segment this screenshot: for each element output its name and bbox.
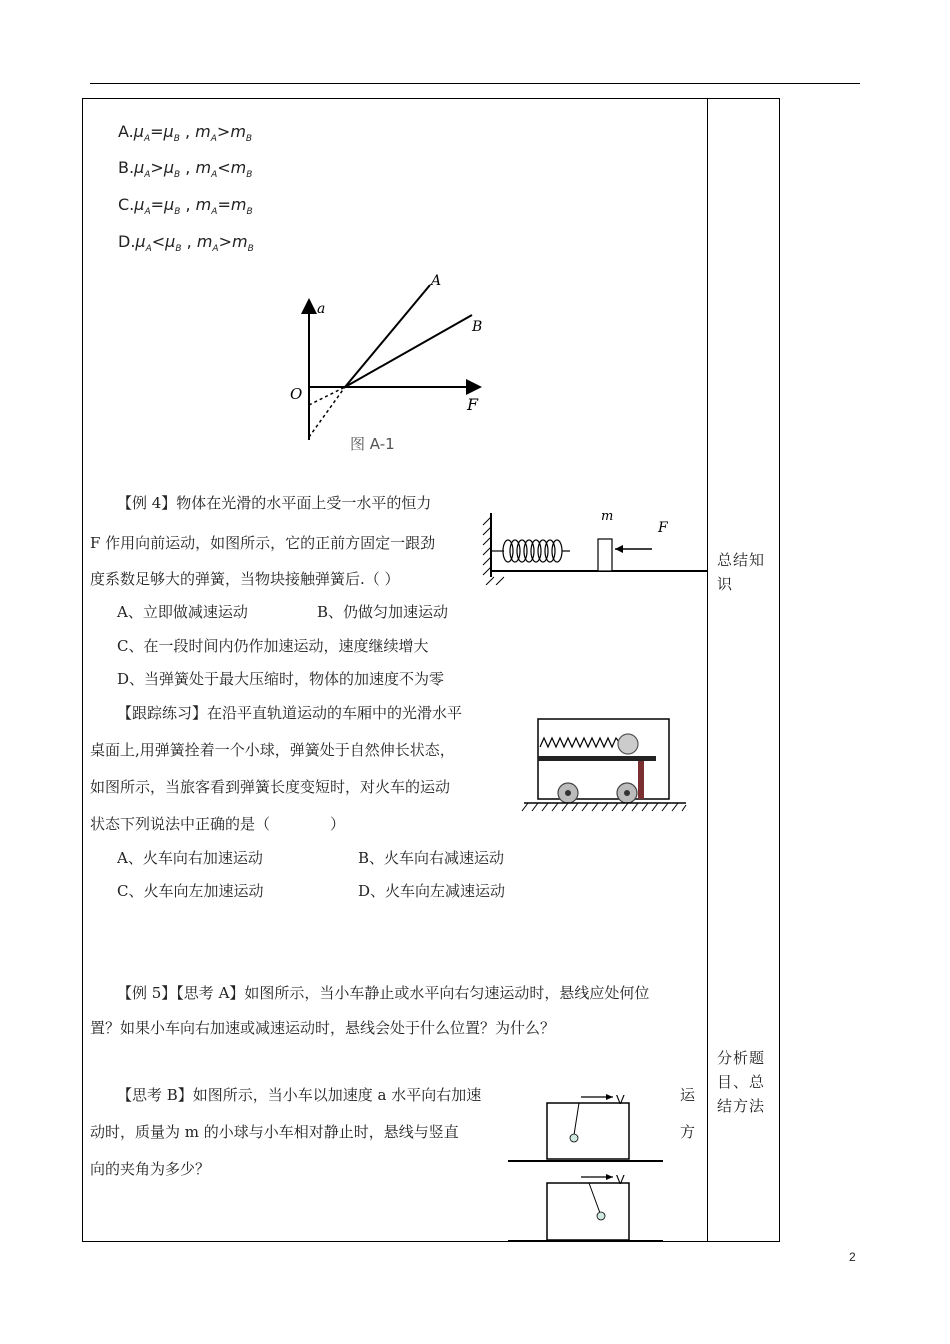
page-number: 2 [849,1250,856,1264]
cart-figure-2 [505,1165,665,1243]
example4-option-a: A、立即做减速运动 [117,603,248,621]
label-f: F [658,520,668,536]
cart-figure-1 [505,1085,665,1165]
axis-label-a: a [317,301,326,317]
practice-line3: 如图所示，当旅客看到弹簧长度变短时，对火车的运动 [90,778,451,796]
line-a [345,285,430,387]
practice-option-c: C、火车向左加速运动 [117,882,264,900]
example4-line3: 度系数足够大的弹簧，当物块接触弹簧后.（ ） [90,570,400,588]
practice-line2: 桌面上,用弹簧拴着一个小球，弹簧处于自然伸长状态， [90,741,455,759]
line-a-extension [309,387,345,437]
label-m: m [601,509,614,524]
cart-body-1 [547,1103,629,1159]
ball-1 [570,1134,578,1142]
side-char-2: 方 [680,1123,696,1141]
velocity-label-1: V [616,1092,625,1107]
think-b-line1: 【思考 B】如图所示，当小车以加速度 a 水平向右加速 [117,1086,482,1104]
option-d: $D.\mu_A<\mu_B$ , $m_A>m_B$ [118,232,254,255]
practice-line4: 状态下列说法中正确的是（ ） [90,815,346,833]
example4-line1: 【例 4】物体在光滑的水平面上受一水平的恒力 [117,494,432,512]
example4-option-c: C、在一段时间内仍作加速运动，速度继续增大 [117,637,429,655]
line-b [345,315,472,387]
practice-option-a: A、火车向右加速运动 [117,849,263,867]
option-a: $A.\mu_A=\mu_B$ , $m_A>m_B$ [118,122,253,145]
column-divider [707,98,708,1242]
option-c: $C.\mu_A=\mu_B$ , $m_A=m_B$ [118,195,253,218]
spring-block-figure [482,505,708,585]
practice-line1: 【跟踪练习】在沿平直轨道运动的车厢中的光滑水平 [117,704,463,722]
practice-option-b: B、火车向右减速运动 [358,849,505,867]
ball-2 [597,1212,605,1220]
think-b-line3: 向的夹角为多少？ [90,1160,211,1178]
force-arrowhead [615,545,623,553]
origin-label: O [290,385,303,403]
cart-body-2 [547,1183,629,1240]
line-label-a: A [431,273,442,289]
block-m [598,539,612,571]
train-car-figure [520,712,690,820]
graph-caption: 图 A-1 [350,435,395,453]
table-top [538,756,656,761]
example5-line2: 置？如果小车向右加速或减速运动时，悬线会处于什么位置？为什么？ [90,1019,556,1037]
a-f-graph [280,265,510,460]
example4-option-d: D、当弹簧处于最大压缩时，物体的加速度不为零 [117,670,445,688]
table-leg [638,761,644,799]
velocity-arrowhead-1 [606,1094,613,1100]
example4-option-b: B、仍做匀加速运动 [317,603,449,621]
line-b-extension [309,387,345,405]
sidebar-note-summary: 总结知识 [717,551,766,593]
velocity-label-2: V [616,1172,625,1187]
axis-label-f: F [467,395,479,414]
wheel-left-hub [565,790,571,796]
line-label-b: B [472,319,483,335]
side-char-1: 运 [680,1086,696,1104]
spring [491,540,570,562]
wheel-right-hub [624,790,630,796]
think-b-line2: 动时，质量为 m 的小球与小车相对静止时，悬线与竖直 [90,1123,459,1141]
example4-line2: F 作用向前运动，如图所示，它的正前方固定一跟劲 [90,534,436,552]
header-rule [90,83,860,84]
ball [618,734,638,754]
velocity-arrowhead-2 [606,1174,613,1180]
example5-line1: 【例 5】【思考 A】如图所示，当小车静止或水平向右匀速运动时，悬线应处何位 [117,984,650,1002]
sidebar-note-analysis: 分析题目、总结方法 [717,1049,766,1115]
track-hatching [522,803,686,811]
option-b: $B.\mu_A>\mu_B$ , $m_A<m_B$ [118,158,253,181]
practice-option-d: D、火车向左减速运动 [358,882,506,900]
